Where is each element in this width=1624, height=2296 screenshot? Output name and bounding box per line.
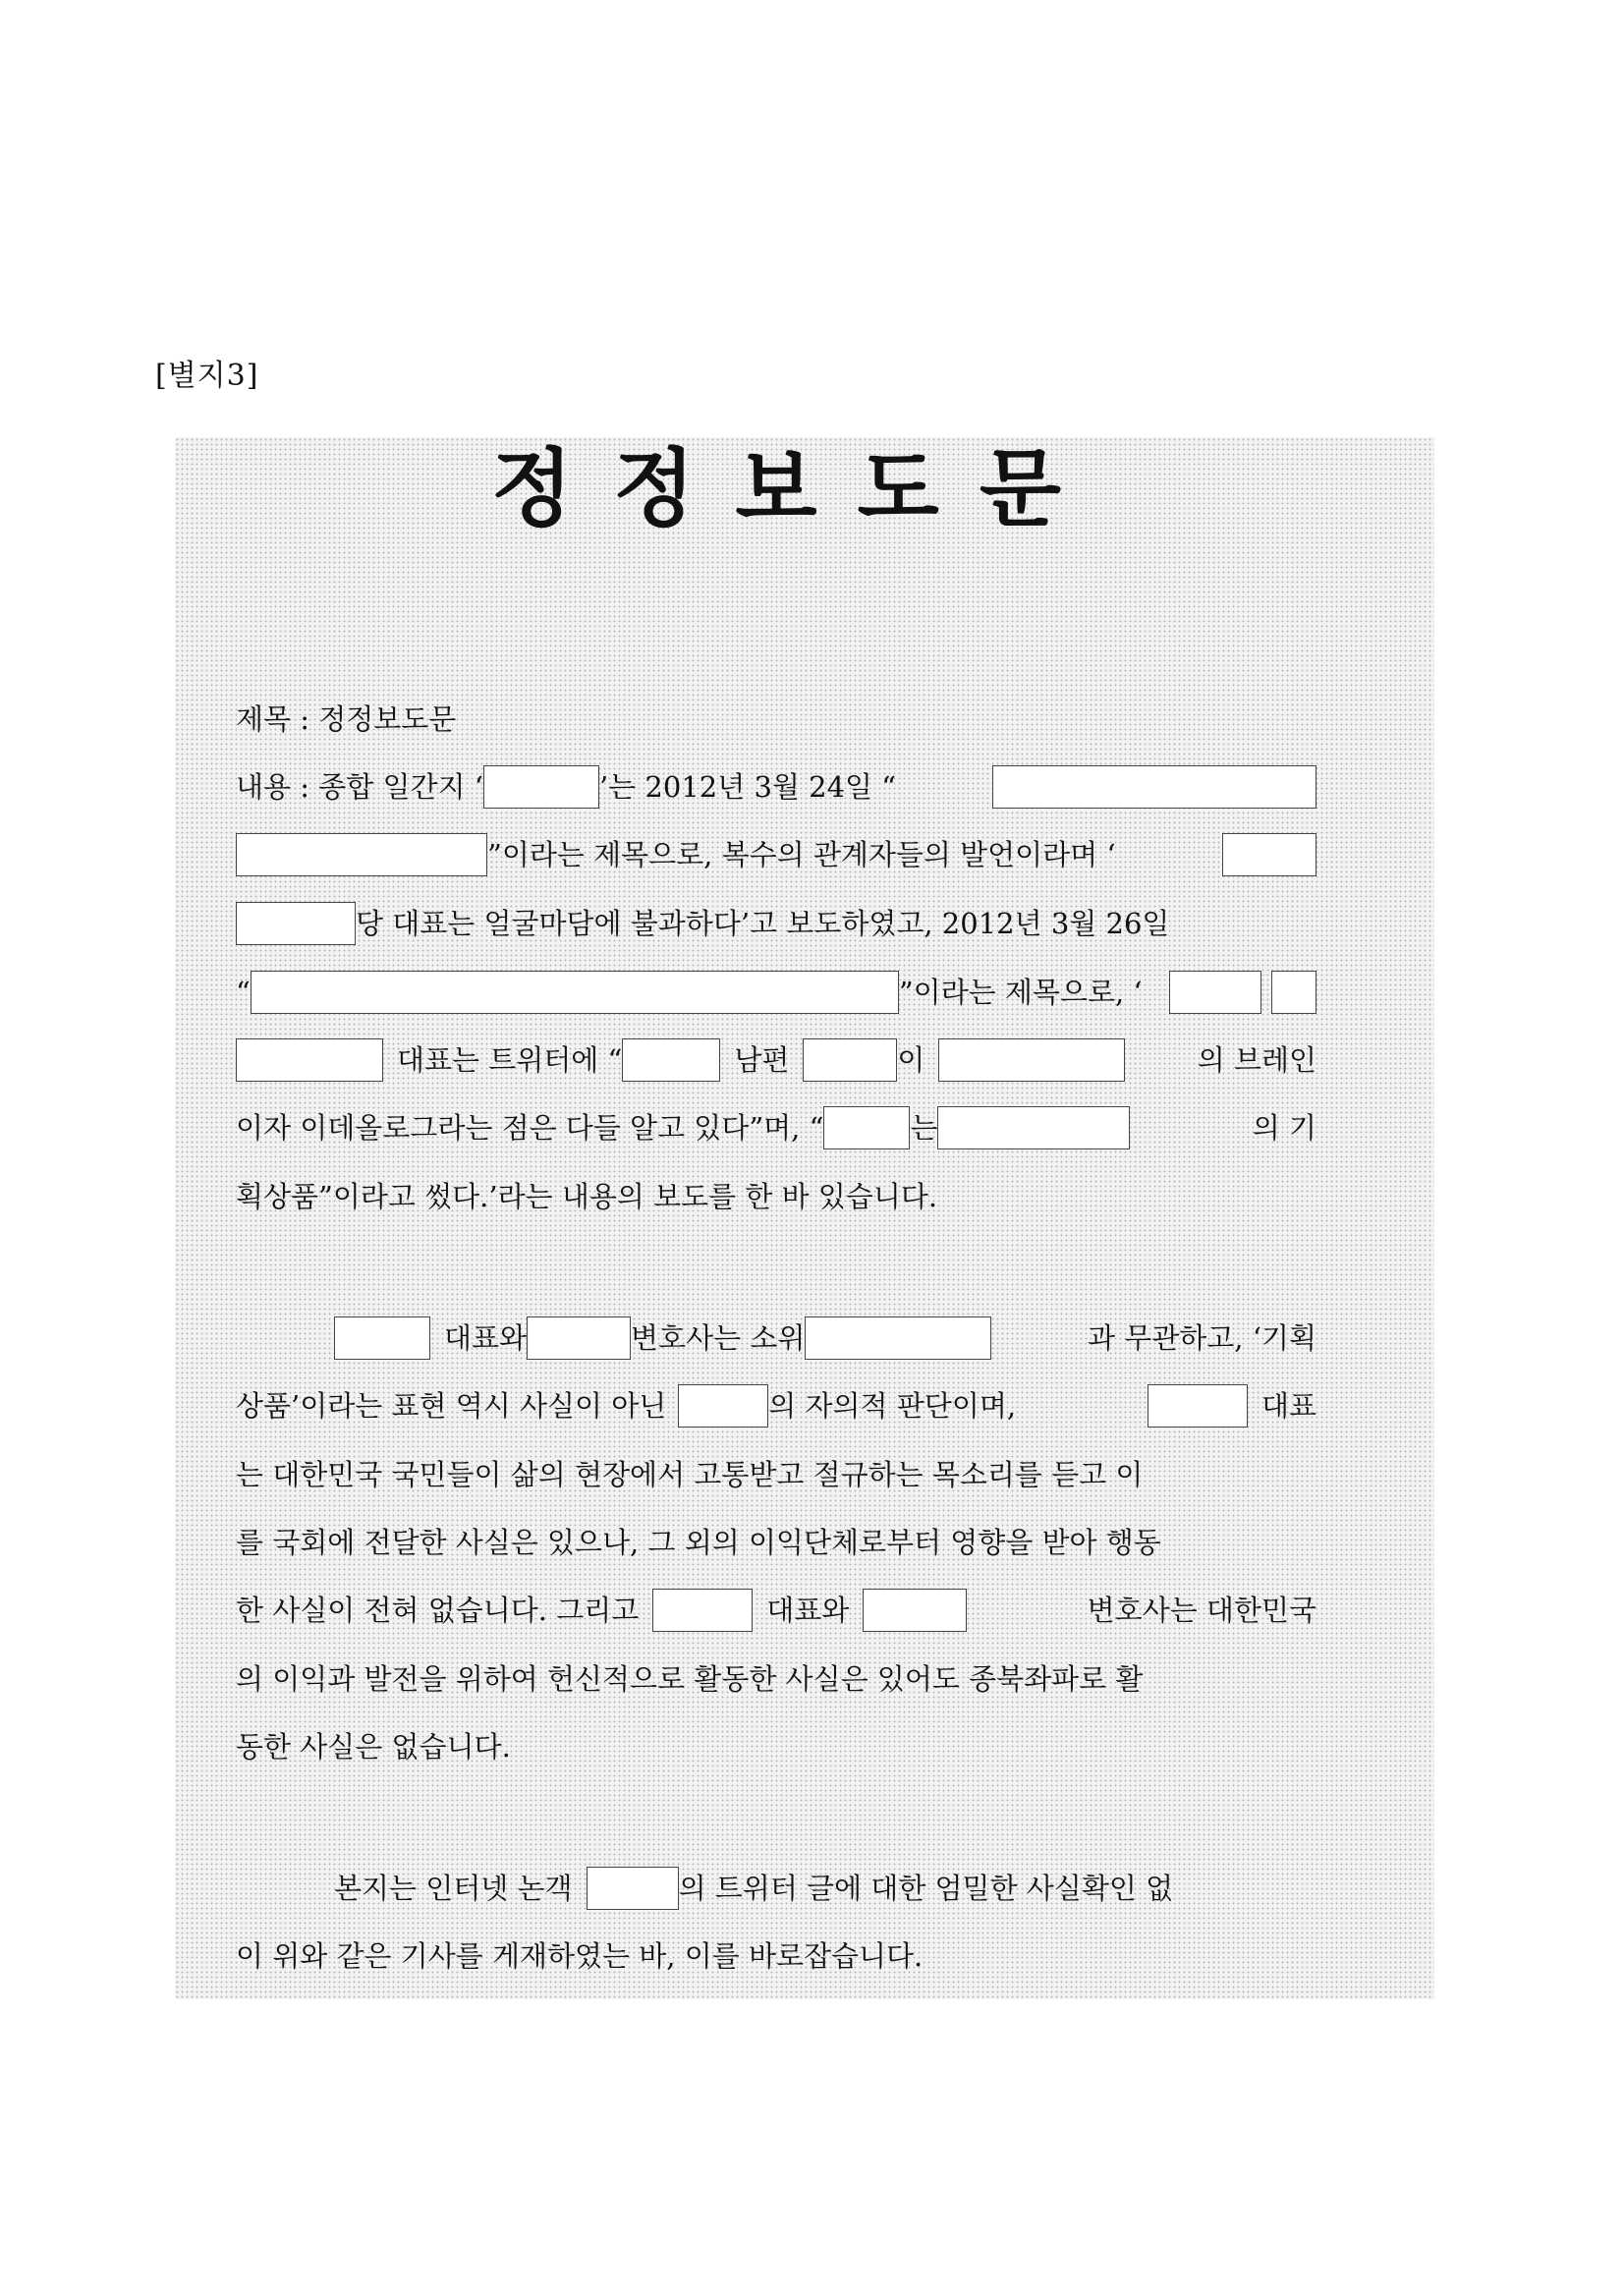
p2-text: 과 무관하고, ‘기획 bbox=[1088, 1321, 1316, 1355]
redacted-box bbox=[334, 1316, 430, 1360]
p1-text: 당 대표는 얼굴마담에 불과하다’고 보도하였고, 2012년 3월 26일 bbox=[356, 907, 1170, 940]
redacted-box bbox=[1169, 971, 1261, 1014]
p1-text: 내용 : 종합 일간지 ‘ bbox=[236, 770, 483, 804]
subject-line bbox=[236, 695, 1316, 744]
p1-line-3 bbox=[236, 899, 1316, 948]
p1-text: 의 브레인 bbox=[1197, 1043, 1316, 1077]
p1-line-5 bbox=[236, 1036, 1316, 1085]
attachment-label: [별지3] bbox=[155, 359, 259, 393]
title-char: 정 bbox=[613, 439, 696, 538]
p2-text: 대표 bbox=[1260, 1389, 1316, 1423]
p3-text: 의 트위터 글에 대한 엄밀한 사실확인 없 bbox=[678, 1872, 1174, 1905]
p2-text: 의 자의적 판단이며, bbox=[768, 1389, 1017, 1423]
p1-line-4 bbox=[236, 968, 1316, 1017]
subject-text: 제목 : 정정보도문 bbox=[236, 702, 457, 736]
redacted-box bbox=[1271, 971, 1316, 1014]
p2-text: 한 사실이 전혀 없습니다. 그리고 bbox=[236, 1594, 640, 1627]
redacted-box bbox=[823, 1106, 910, 1149]
p2-text: 동한 사실은 없습니다. bbox=[236, 1730, 511, 1764]
p2-line-7 bbox=[236, 1722, 1316, 1771]
p2-line-6 bbox=[236, 1654, 1316, 1704]
p1-text: 의 기 bbox=[1252, 1111, 1316, 1145]
redacted-box bbox=[938, 1038, 1125, 1082]
p1-text: ”이라는 제목으로, ‘ bbox=[898, 976, 1143, 1009]
p1-line-2 bbox=[236, 830, 1316, 879]
title-char: 보 bbox=[735, 439, 817, 538]
redacted-box bbox=[587, 1867, 679, 1910]
p2-text: 대표와 bbox=[766, 1594, 850, 1627]
redacted-box bbox=[527, 1316, 631, 1360]
p1-text: 획상품”이라고 썼다.’라는 내용의 보도를 한 바 있습니다. bbox=[236, 1180, 938, 1213]
redacted-box bbox=[236, 902, 356, 945]
p1-text: 남편 bbox=[734, 1043, 790, 1077]
redacted-box bbox=[622, 1038, 720, 1082]
p1-text: 이자 이데올로그라는 점은 다들 알고 있다”며, “ bbox=[236, 1111, 824, 1145]
redacted-box bbox=[652, 1589, 753, 1632]
p2-line-5 bbox=[236, 1586, 1316, 1635]
redacted-box bbox=[1222, 833, 1316, 876]
p1-line-7 bbox=[236, 1172, 1316, 1221]
redacted-box bbox=[483, 765, 599, 809]
redacted-box bbox=[236, 1038, 383, 1082]
p1-text: ’는 2012년 3월 24일 “ bbox=[598, 770, 897, 804]
p3-line-2 bbox=[236, 1932, 1316, 1981]
p2-text: 는 대한민국 국민들이 삶의 현장에서 고통받고 절규하는 목소리를 듣고 이 bbox=[236, 1458, 1144, 1491]
redacted-box bbox=[251, 971, 899, 1014]
p2-text: 상품’이라는 표현 역시 사실이 아닌 bbox=[236, 1389, 667, 1423]
p2-line-2 bbox=[236, 1381, 1316, 1430]
p1-line-6 bbox=[236, 1103, 1316, 1152]
p2-text: 변호사는 대한민국 bbox=[1087, 1594, 1316, 1627]
redacted-box bbox=[803, 1038, 897, 1082]
document-title bbox=[491, 439, 1061, 538]
p2-line-4 bbox=[236, 1518, 1316, 1567]
p3-text: 이 위와 같은 기사를 게재하였는 바, 이를 바로잡습니다. bbox=[236, 1939, 924, 1973]
redacted-box bbox=[236, 833, 487, 876]
redacted-box bbox=[992, 765, 1316, 809]
redacted-box bbox=[863, 1589, 967, 1632]
p1-line-1 bbox=[236, 762, 1316, 812]
redacted-box bbox=[1148, 1384, 1248, 1428]
p2-text: 의 이익과 발전을 위하여 헌신적으로 활동한 사실은 있어도 종북좌파로 활 bbox=[236, 1662, 1144, 1696]
title-char: 정 bbox=[491, 439, 574, 538]
p2-text: 변호사는 소위 bbox=[631, 1321, 806, 1355]
p1-text: “ bbox=[236, 976, 251, 1009]
redacted-box bbox=[937, 1106, 1130, 1149]
title-char: 도 bbox=[857, 439, 939, 538]
redacted-box bbox=[805, 1316, 991, 1360]
p1-text: 이 bbox=[897, 1043, 925, 1077]
p2-line-3 bbox=[236, 1450, 1316, 1499]
p2-line-1 bbox=[236, 1314, 1316, 1363]
p2-text: 대표와 bbox=[444, 1321, 528, 1355]
redacted-box bbox=[678, 1384, 768, 1428]
p2-text: 를 국회에 전달한 사실은 있으나, 그 외의 이익단체로부터 영향을 받아 행동 bbox=[236, 1526, 1161, 1559]
p1-text: 는 bbox=[910, 1111, 938, 1145]
p3-text: 본지는 인터넷 논객 bbox=[334, 1872, 573, 1905]
p1-text: ”이라는 제목으로, 복수의 관계자들의 발언이라며 ‘ bbox=[487, 838, 1116, 871]
p3-line-1 bbox=[236, 1864, 1316, 1913]
p1-text: 대표는 트위터에 “ bbox=[397, 1043, 623, 1077]
title-char: 문 bbox=[979, 439, 1061, 538]
